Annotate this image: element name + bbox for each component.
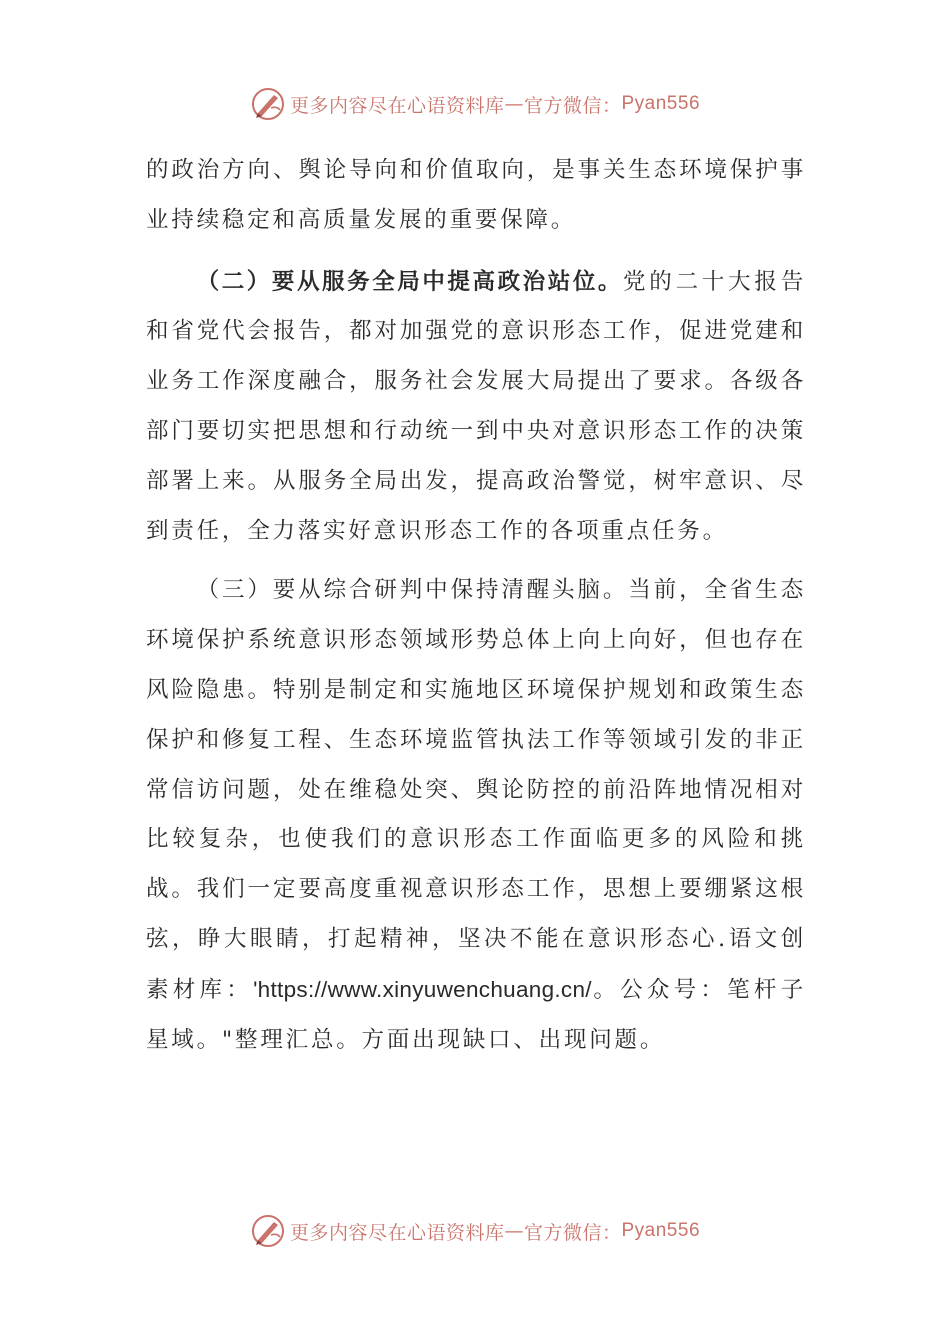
- header-wechat-id: Pyan556: [621, 93, 701, 114]
- footer-brand-text: 更多内容尽在心语资料库: [289, 1221, 505, 1244]
- paragraph-3: [146, 566, 806, 1065]
- paragraph-3-url: 'https://www.xinyuwenchuang.cn/: [253, 976, 592, 1002]
- header-dash: —: [504, 93, 524, 115]
- pen-logo-icon: [250, 1213, 286, 1249]
- header-brand-text: 更多内容尽在心语资料库: [289, 94, 505, 117]
- paragraph-3-text-b: 。公众号：笔杆子星域。"整理汇总。方面出现缺口、出现问题。: [146, 976, 806, 1053]
- paragraph-3-text-a: （三）要从综合研判中保持清醒头脑。当前，全省生态环境保护系统意识形态领域形势总体上向上向好，但也存在风险隐患。特别是制定和实施地区环境保护规划和政策生态保护和修复工程、生态环境监管执法工作等领域引发的非正常信访问题，处在维稳处突、舆论防控的前沿阵地情况相对比较复杂，也使我们的意识形态工作面临更多的风险和挑战。我们一定要高度重视意识形态工作，思想上要绷紧这根弦，睁大眼睛，打起精神，坚决不能在意识形态心.语文创素材库：: [146, 577, 806, 1003]
- paragraph-2-text: 党的二十大报告和省党代会报告，都对加强党的意识形态工作，促进党建和业务工作深度融合，服务社会发展大局提出了要求。各级各部门要切实把思想和行动统一到中央对意识形态工作的决策部署上来。从服务全局出发，提高政治警觉，树牢意识、尽到责任，全力落实好意识形态工作的各项重点任务。: [146, 268, 807, 544]
- footer-banner: [0, 1209, 950, 1253]
- footer-dash: —: [504, 1220, 524, 1242]
- paragraph-2-heading: （二）要从服务全局中提高政治站位。: [196, 268, 624, 295]
- header-banner: [0, 82, 950, 126]
- document-body: [146, 146, 806, 1065]
- pen-logo-icon: [250, 86, 286, 122]
- paragraph-1: 的政治方向、舆论导向和价值取向，是事关生态环境保护事业持续稳定和高质量发展的重要保障。: [146, 157, 806, 233]
- footer-wechat-label: 官方微信：: [523, 1221, 622, 1244]
- paragraph-2: [146, 258, 806, 557]
- footer-wechat-id: Pyan556: [621, 1220, 701, 1241]
- header-wechat-label: 官方微信：: [523, 94, 622, 117]
